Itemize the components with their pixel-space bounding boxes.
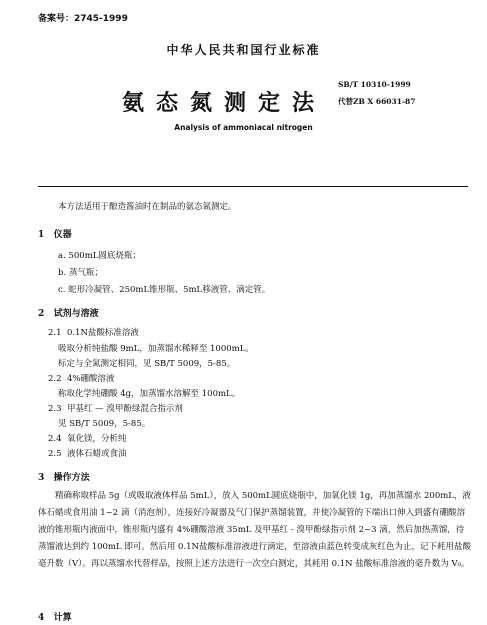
section-1-heading [38, 227, 72, 240]
reagent-heading [48, 432, 126, 444]
replaces-standard: 代替ZB X 66031-87 [338, 97, 416, 106]
section-title: 仪器 [53, 230, 72, 240]
scope-text: 本方法适用于酿造酱油时在制品的氨态氮测定。 [58, 202, 237, 212]
section-3-heading [38, 470, 90, 483]
standard-number: SB/T 10310-1999 [338, 80, 411, 89]
reagent-name: 0.1N盐酸标准溶液 [66, 328, 139, 338]
reagent-name: 甲基红 — 溴甲酚绿混合指示剂 [66, 404, 183, 414]
reagent-number: 2.4 [48, 434, 62, 444]
section-title: 试剂与溶液 [53, 309, 99, 319]
header-rule [38, 186, 468, 187]
instrument-item: b. 蒸气瓶； [58, 268, 103, 278]
document-title: 氨态氮测定法 [122, 90, 327, 116]
reagent-heading [48, 372, 114, 384]
reagent-line: 称取化学纯硼酸 4g，加蒸馏水溶解至 100mL。 [58, 389, 241, 399]
section-number: 4 [38, 613, 45, 623]
section-title: 计算 [53, 613, 72, 623]
reagent-number: 2.5 [48, 449, 62, 459]
section-2-heading [38, 306, 99, 319]
reagent-line: 标定与全氮测定相同，见 SB/T 5009，5-85。 [58, 359, 236, 369]
section-number: 3 [38, 473, 45, 483]
reagent-line: 见 SB/T 5009，5-85。 [58, 419, 151, 429]
english-title: Analysis of ammoniacal nitrogen [174, 123, 313, 132]
reagent-number: 2.1 [48, 328, 62, 338]
instrument-item: a. 500mL圆底烧瓶； [58, 251, 141, 261]
section-number: 1 [38, 230, 45, 240]
procedure-text: 精确称取样品 5g（或吸取液体样品 5mL），放入 500mL圆底烧瓶中，加氧化镁 1g，再加蒸馏水 200mL，液体石蜡或食用油 1~2 滴（消泡剂），连接好冷凝器及气门保护蒸馏装置，并使冷凝管的下端出口伸入到盛有硼酸溶液的锥形瓶内液面中，锥形瓶内盛有 4%硼酸溶液 35mL 及甲基红 - 溴甲酚绿指示剂 2~3 滴，然后加热蒸馏，待蒸馏液达到约 100mL 即可。然后用 0.1N盐酸标准溶液进行滴定，至溶液由蓝色转变成灰红色为止，记下耗用盐酸毫升数（V）。再以蒸馏水代替样品，按照上述方法进行一次空白测定，其耗用 0.1N 盐酸标准溶液的毫升数为 V₀。 [38, 491, 471, 569]
reagent-name: 4%硼酸溶液 [66, 374, 115, 384]
reagent-name: 氧化镁，分析纯 [66, 434, 127, 444]
standard-header: 中华人民共和国行业标准 [166, 43, 321, 57]
reagent-number: 2.2 [48, 374, 62, 384]
section-4-heading [38, 610, 72, 623]
section-number: 2 [38, 309, 45, 319]
reagent-heading [48, 326, 139, 338]
record-number: 备案号：2745-1999 [38, 14, 128, 24]
reagent-number: 2.3 [48, 404, 62, 414]
instrument-item: c. 蛇形冷凝管、250mL锥形瓶、5mL移液管、滴定管。 [58, 285, 271, 295]
section-title: 操作方法 [53, 473, 90, 483]
reagent-line: 吸取分析纯盐酸 9mL，加蒸馏水稀释至 1000mL。 [58, 344, 254, 354]
reagent-name: 液体石蜡或食油 [66, 449, 127, 459]
reagent-heading [48, 447, 126, 459]
reagent-heading [48, 402, 183, 414]
